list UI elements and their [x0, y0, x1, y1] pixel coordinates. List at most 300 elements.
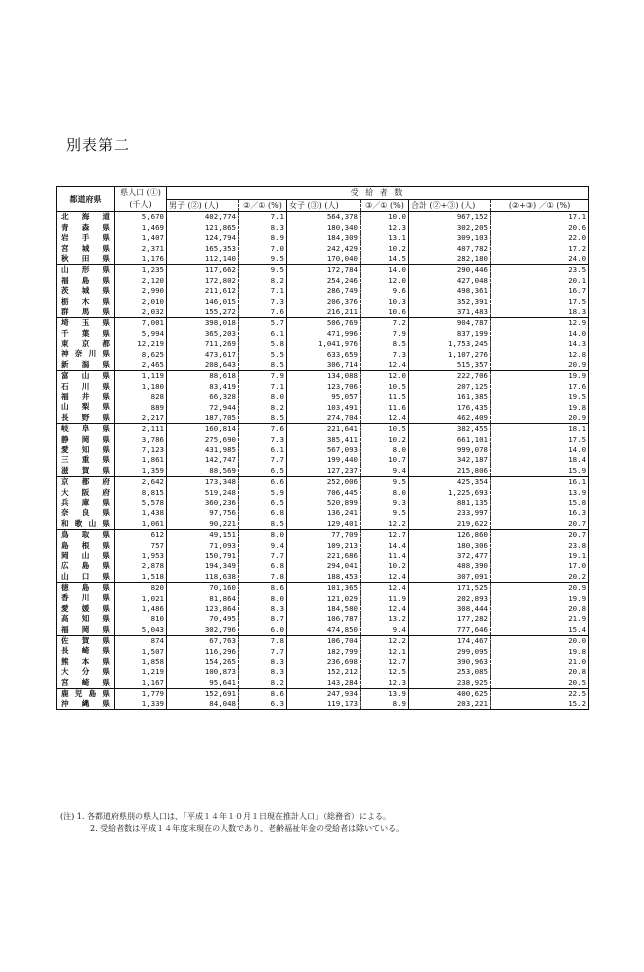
total-count-cell: 176,435	[409, 402, 491, 412]
total-count-cell: 207,125	[409, 381, 491, 391]
male-count-cell: 83,419	[167, 381, 239, 391]
population-cell: 2,010	[115, 296, 167, 306]
total-ratio-cell: 20.8	[491, 667, 589, 677]
male-count-cell: 121,865	[167, 222, 239, 232]
female-count-cell: 129,401	[287, 518, 361, 529]
total-ratio-cell: 20.8	[491, 603, 589, 613]
total-ratio-cell: 17.5	[491, 434, 589, 444]
table-row	[57, 359, 589, 370]
total-count-cell: 777,646	[409, 624, 491, 635]
prefecture-cell: 東京都	[57, 339, 115, 349]
population-cell: 820	[115, 582, 167, 593]
male-count-cell: 365,203	[167, 328, 239, 338]
table-row	[57, 328, 589, 338]
header-male: 男子 (②) (人)	[167, 200, 239, 212]
total-count-cell: 171,525	[409, 582, 491, 593]
female-count-cell: 188,453	[287, 571, 361, 582]
total-count-cell: 881,135	[409, 498, 491, 508]
population-cell: 7,123	[115, 445, 167, 455]
prefecture-cell: 長野県	[57, 412, 115, 423]
female-count-cell: 106,704	[287, 635, 361, 646]
population-cell: 1,359	[115, 465, 167, 476]
total-ratio-cell: 20.9	[491, 359, 589, 370]
prefecture-cell: 山梨県	[57, 402, 115, 412]
male-count-cell: 142,747	[167, 455, 239, 465]
population-cell: 8,815	[115, 487, 167, 497]
male-count-cell: 431,985	[167, 445, 239, 455]
male-count-cell: 208,643	[167, 359, 239, 370]
female-count-cell: 274,704	[287, 412, 361, 423]
male-ratio-cell: 8.0	[239, 593, 287, 603]
female-ratio-cell: 9.5	[361, 508, 409, 518]
male-ratio-cell: 7.7	[239, 455, 287, 465]
prefecture-cell: 福井県	[57, 392, 115, 402]
total-ratio-cell: 18.1	[491, 423, 589, 434]
table-row	[57, 445, 589, 455]
female-ratio-cell: 9.6	[361, 286, 409, 296]
male-ratio-cell: 7.0	[239, 243, 287, 253]
male-ratio-cell: 5.8	[239, 339, 287, 349]
population-cell: 757	[115, 540, 167, 550]
footnotes	[60, 811, 404, 835]
male-ratio-cell: 8.3	[239, 222, 287, 232]
female-ratio-cell: 10.0	[361, 212, 409, 223]
total-ratio-cell: 14.0	[491, 445, 589, 455]
female-ratio-cell: 14.5	[361, 254, 409, 265]
male-ratio-cell: 7.1	[239, 381, 287, 391]
male-ratio-cell: 7.9	[239, 370, 287, 381]
total-ratio-cell: 20.9	[491, 412, 589, 423]
total-ratio-cell: 17.5	[491, 296, 589, 306]
male-ratio-cell: 7.6	[239, 423, 287, 434]
table-row	[57, 243, 589, 253]
male-ratio-cell: 8.2	[239, 402, 287, 412]
total-ratio-cell: 20.9	[491, 582, 589, 593]
total-ratio-cell: 13.9	[491, 487, 589, 497]
population-cell: 1,953	[115, 551, 167, 561]
total-count-cell: 219,622	[409, 518, 491, 529]
prefecture-cell: 福岡県	[57, 624, 115, 635]
female-count-cell: 106,787	[287, 614, 361, 624]
total-ratio-cell: 12.8	[491, 349, 589, 359]
header-female: 女子 (③) (人)	[287, 200, 361, 212]
table-row	[57, 498, 589, 508]
total-count-cell: 126,860	[409, 529, 491, 540]
table-row	[57, 667, 589, 677]
prefecture-cell: 高知県	[57, 614, 115, 624]
male-ratio-cell: 5.9	[239, 487, 287, 497]
female-count-cell: 121,029	[287, 593, 361, 603]
prefecture-cell: 香川県	[57, 593, 115, 603]
male-ratio-cell: 8.5	[239, 518, 287, 529]
male-count-cell: 88,618	[167, 370, 239, 381]
male-count-cell: 519,248	[167, 487, 239, 497]
female-ratio-cell: 12.5	[361, 667, 409, 677]
total-count-cell: 498,361	[409, 286, 491, 296]
female-ratio-cell: 10.3	[361, 296, 409, 306]
table-row	[57, 677, 589, 688]
total-ratio-cell: 17.6	[491, 381, 589, 391]
male-ratio-cell: 7.1	[239, 286, 287, 296]
total-count-cell: 302,205	[409, 222, 491, 232]
prefecture-cell: 京都府	[57, 476, 115, 487]
population-cell: 2,111	[115, 423, 167, 434]
female-ratio-cell: 9.4	[361, 465, 409, 476]
male-ratio-cell: 6.5	[239, 498, 287, 508]
female-count-cell: 127,237	[287, 465, 361, 476]
male-count-cell: 711,269	[167, 339, 239, 349]
population-cell: 2,878	[115, 561, 167, 571]
population-cell: 612	[115, 529, 167, 540]
male-ratio-cell: 8.6	[239, 688, 287, 699]
total-count-cell: 290,446	[409, 264, 491, 275]
male-ratio-cell: 6.5	[239, 465, 287, 476]
female-count-cell: 385,411	[287, 434, 361, 444]
population-cell: 1,061	[115, 518, 167, 529]
total-ratio-cell: 23.8	[491, 540, 589, 550]
prefecture-cell: 北海道	[57, 212, 115, 223]
female-ratio-cell: 10.7	[361, 455, 409, 465]
total-ratio-cell: 15.8	[491, 498, 589, 508]
table-row	[57, 635, 589, 646]
total-count-cell: 253,085	[409, 667, 491, 677]
prefecture-cell: 兵庫県	[57, 498, 115, 508]
male-ratio-cell: 7.7	[239, 551, 287, 561]
male-count-cell: 116,296	[167, 646, 239, 656]
male-count-cell: 302,796	[167, 624, 239, 635]
female-count-cell: 136,241	[287, 508, 361, 518]
female-count-cell: 134,088	[287, 370, 361, 381]
total-count-cell: 425,354	[409, 476, 491, 487]
male-ratio-cell: 6.0	[239, 624, 287, 635]
male-ratio-cell: 8.0	[239, 392, 287, 402]
prefecture-cell: 愛知県	[57, 445, 115, 455]
prefecture-cell: 神奈川県	[57, 349, 115, 359]
table-row	[57, 540, 589, 550]
prefecture-cell: 愛媛県	[57, 603, 115, 613]
prefecture-cell: 山形県	[57, 264, 115, 275]
female-count-cell: 633,659	[287, 349, 361, 359]
prefecture-cell: 鹿児島県	[57, 688, 115, 699]
male-count-cell: 275,690	[167, 434, 239, 444]
male-count-cell: 118,638	[167, 571, 239, 582]
prefecture-cell: 宮城県	[57, 243, 115, 253]
female-ratio-cell: 8.0	[361, 445, 409, 455]
table-row	[57, 582, 589, 593]
female-ratio-cell: 12.3	[361, 222, 409, 232]
female-count-cell: 152,212	[287, 667, 361, 677]
total-count-cell: 904,787	[409, 317, 491, 328]
total-ratio-cell: 22.0	[491, 233, 589, 243]
table-row	[57, 233, 589, 243]
male-count-cell: 194,349	[167, 561, 239, 571]
female-ratio-cell: 8.5	[361, 339, 409, 349]
total-ratio-cell: 17.2	[491, 243, 589, 253]
total-count-cell: 307,091	[409, 571, 491, 582]
footnote-2: 2. 受給者数は平成１４年度末現在の人数であり、老齢福祉年金の受給者は除いている。	[90, 824, 405, 833]
male-ratio-cell: 7.7	[239, 646, 287, 656]
table-row	[57, 296, 589, 306]
table-row	[57, 518, 589, 529]
recipients-table	[56, 186, 589, 710]
total-count-cell: 238,925	[409, 677, 491, 688]
female-count-cell: 252,006	[287, 476, 361, 487]
prefecture-cell: 熊本県	[57, 656, 115, 666]
table-row	[57, 551, 589, 561]
total-count-cell: 233,997	[409, 508, 491, 518]
prefecture-cell: 宮崎県	[57, 677, 115, 688]
female-ratio-cell: 11.4	[361, 551, 409, 561]
female-count-cell: 123,706	[287, 381, 361, 391]
male-count-cell: 211,612	[167, 286, 239, 296]
total-count-cell: 462,409	[409, 412, 491, 423]
population-cell: 1,861	[115, 455, 167, 465]
male-count-cell: 402,774	[167, 212, 239, 223]
population-cell: 874	[115, 635, 167, 646]
male-ratio-cell: 7.8	[239, 571, 287, 582]
female-ratio-cell: 12.2	[361, 518, 409, 529]
female-count-cell: 236,698	[287, 656, 361, 666]
total-count-cell: 407,782	[409, 243, 491, 253]
female-ratio-cell: 12.7	[361, 656, 409, 666]
prefecture-cell: 埼玉県	[57, 317, 115, 328]
total-ratio-cell: 19.9	[491, 370, 589, 381]
male-ratio-cell: 8.7	[239, 614, 287, 624]
total-count-cell: 309,103	[409, 233, 491, 243]
male-ratio-cell: 8.5	[239, 359, 287, 370]
population-cell: 5,043	[115, 624, 167, 635]
population-cell: 1,518	[115, 571, 167, 582]
male-ratio-cell: 8.9	[239, 233, 287, 243]
female-count-cell: 294,041	[287, 561, 361, 571]
male-ratio-cell: 7.8	[239, 635, 287, 646]
male-ratio-cell: 6.1	[239, 445, 287, 455]
male-count-cell: 146,015	[167, 296, 239, 306]
total-count-cell: 215,806	[409, 465, 491, 476]
female-count-cell: 170,040	[287, 254, 361, 265]
total-count-cell: 999,078	[409, 445, 491, 455]
male-ratio-cell: 5.7	[239, 317, 287, 328]
population-cell: 1,167	[115, 677, 167, 688]
female-count-cell: 77,709	[287, 529, 361, 540]
female-count-cell: 471,996	[287, 328, 361, 338]
total-ratio-cell: 19.8	[491, 402, 589, 412]
total-ratio-cell: 17.0	[491, 561, 589, 571]
prefecture-cell: 島根県	[57, 540, 115, 550]
male-count-cell: 123,864	[167, 603, 239, 613]
total-count-cell: 180,306	[409, 540, 491, 550]
total-ratio-cell: 20.1	[491, 275, 589, 285]
population-cell: 1,176	[115, 254, 167, 265]
female-ratio-cell: 12.7	[361, 529, 409, 540]
total-ratio-cell: 12.9	[491, 317, 589, 328]
total-ratio-cell: 15.9	[491, 465, 589, 476]
female-count-cell: 199,440	[287, 455, 361, 465]
table-row	[57, 370, 589, 381]
male-count-cell: 152,691	[167, 688, 239, 699]
female-ratio-cell: 12.0	[361, 275, 409, 285]
male-ratio-cell: 6.3	[239, 699, 287, 710]
table-row	[57, 222, 589, 232]
female-ratio-cell: 12.2	[361, 635, 409, 646]
table-row	[57, 561, 589, 571]
female-count-cell: 221,686	[287, 551, 361, 561]
prefecture-cell: 佐賀県	[57, 635, 115, 646]
male-count-cell: 49,151	[167, 529, 239, 540]
population-cell: 1,021	[115, 593, 167, 603]
female-ratio-cell: 13.1	[361, 233, 409, 243]
total-count-cell: 400,625	[409, 688, 491, 699]
table-row	[57, 402, 589, 412]
female-count-cell: 474,850	[287, 624, 361, 635]
prefecture-cell: 千葉県	[57, 328, 115, 338]
male-count-cell: 70,160	[167, 582, 239, 593]
header-total: 合計 (②+③) (人)	[409, 200, 491, 212]
table-row	[57, 349, 589, 359]
total-ratio-cell: 18.4	[491, 455, 589, 465]
prefecture-cell: 静岡県	[57, 434, 115, 444]
total-ratio-cell: 19.9	[491, 593, 589, 603]
male-count-cell: 84,048	[167, 699, 239, 710]
population-cell: 2,465	[115, 359, 167, 370]
female-ratio-cell: 12.1	[361, 646, 409, 656]
total-ratio-cell: 17.1	[491, 212, 589, 223]
female-ratio-cell: 9.4	[361, 624, 409, 635]
population-cell: 5,994	[115, 328, 167, 338]
total-ratio-cell: 20.7	[491, 518, 589, 529]
total-ratio-cell: 20.5	[491, 677, 589, 688]
female-ratio-cell: 14.0	[361, 264, 409, 275]
female-count-cell: 184,309	[287, 233, 361, 243]
male-ratio-cell: 6.1	[239, 328, 287, 338]
population-cell: 889	[115, 402, 167, 412]
male-ratio-cell: 8.0	[239, 529, 287, 540]
table-row	[57, 508, 589, 518]
total-ratio-cell: 20.2	[491, 571, 589, 582]
population-cell: 5,578	[115, 498, 167, 508]
total-ratio-cell: 20.0	[491, 635, 589, 646]
table-row	[57, 434, 589, 444]
male-count-cell: 172,802	[167, 275, 239, 285]
female-ratio-cell: 8.0	[361, 487, 409, 497]
prefecture-cell: 岐阜県	[57, 423, 115, 434]
female-count-cell: 206,376	[287, 296, 361, 306]
female-count-cell: 1,041,976	[287, 339, 361, 349]
male-ratio-cell: 9.5	[239, 264, 287, 275]
table-row	[57, 212, 589, 223]
male-count-cell: 100,873	[167, 667, 239, 677]
population-cell: 1,507	[115, 646, 167, 656]
female-count-cell: 306,714	[287, 359, 361, 370]
header-prefecture: 都道府県	[57, 187, 115, 212]
population-cell: 2,990	[115, 286, 167, 296]
male-ratio-cell: 8.3	[239, 656, 287, 666]
total-count-cell: 299,095	[409, 646, 491, 656]
table-row	[57, 423, 589, 434]
table-row	[57, 317, 589, 328]
total-ratio-cell: 15.2	[491, 699, 589, 710]
female-count-cell: 247,934	[287, 688, 361, 699]
female-ratio-cell: 13.2	[361, 614, 409, 624]
female-ratio-cell: 12.4	[361, 603, 409, 613]
male-ratio-cell: 8.2	[239, 275, 287, 285]
total-ratio-cell: 22.5	[491, 688, 589, 699]
table-row	[57, 412, 589, 423]
population-cell: 7,001	[115, 317, 167, 328]
female-ratio-cell: 7.3	[361, 349, 409, 359]
prefecture-cell: 滋賀県	[57, 465, 115, 476]
female-ratio-cell: 10.2	[361, 561, 409, 571]
male-count-cell: 160,814	[167, 423, 239, 434]
total-ratio-cell: 23.5	[491, 264, 589, 275]
table-row	[57, 593, 589, 603]
female-ratio-cell: 7.2	[361, 317, 409, 328]
female-count-cell: 182,799	[287, 646, 361, 656]
female-count-cell: 180,340	[287, 222, 361, 232]
female-count-cell: 564,378	[287, 212, 361, 223]
table-row	[57, 465, 589, 476]
female-count-cell: 706,445	[287, 487, 361, 497]
population-cell: 1,235	[115, 264, 167, 275]
table-row	[57, 614, 589, 624]
total-count-cell: 282,180	[409, 254, 491, 265]
total-ratio-cell: 21.0	[491, 656, 589, 666]
male-ratio-cell: 6.8	[239, 561, 287, 571]
prefecture-cell: 大分県	[57, 667, 115, 677]
male-count-cell: 95,641	[167, 677, 239, 688]
table-row	[57, 656, 589, 666]
female-count-cell: 184,580	[287, 603, 361, 613]
population-cell: 8,625	[115, 349, 167, 359]
prefecture-cell: 富山県	[57, 370, 115, 381]
total-count-cell: 203,221	[409, 699, 491, 710]
male-count-cell: 187,705	[167, 412, 239, 423]
male-ratio-cell: 6.6	[239, 476, 287, 487]
female-ratio-cell: 12.3	[361, 677, 409, 688]
male-ratio-cell: 8.3	[239, 667, 287, 677]
total-ratio-cell: 16.7	[491, 286, 589, 296]
male-count-cell: 90,221	[167, 518, 239, 529]
male-count-cell: 71,093	[167, 540, 239, 550]
prefecture-cell: 長崎県	[57, 646, 115, 656]
male-count-cell: 117,662	[167, 264, 239, 275]
population-cell: 1,469	[115, 222, 167, 232]
prefecture-cell: 鳥取県	[57, 529, 115, 540]
male-count-cell: 88,569	[167, 465, 239, 476]
female-count-cell: 95,057	[287, 392, 361, 402]
female-ratio-cell: 9.5	[361, 476, 409, 487]
population-cell: 1,219	[115, 667, 167, 677]
female-ratio-cell: 11.9	[361, 593, 409, 603]
male-count-cell: 67,763	[167, 635, 239, 646]
total-count-cell: 488,390	[409, 561, 491, 571]
total-count-cell: 390,963	[409, 656, 491, 666]
table-row	[57, 688, 589, 699]
table-row	[57, 571, 589, 582]
male-count-cell: 150,791	[167, 551, 239, 561]
total-ratio-cell: 18.3	[491, 307, 589, 318]
male-count-cell: 70,495	[167, 614, 239, 624]
male-ratio-cell: 7.6	[239, 307, 287, 318]
total-count-cell: 661,101	[409, 434, 491, 444]
prefecture-cell: 徳島県	[57, 582, 115, 593]
total-count-cell: 177,282	[409, 614, 491, 624]
table-row	[57, 307, 589, 318]
male-count-cell: 155,272	[167, 307, 239, 318]
female-count-cell: 216,211	[287, 307, 361, 318]
female-ratio-cell: 11.6	[361, 402, 409, 412]
total-count-cell: 515,357	[409, 359, 491, 370]
